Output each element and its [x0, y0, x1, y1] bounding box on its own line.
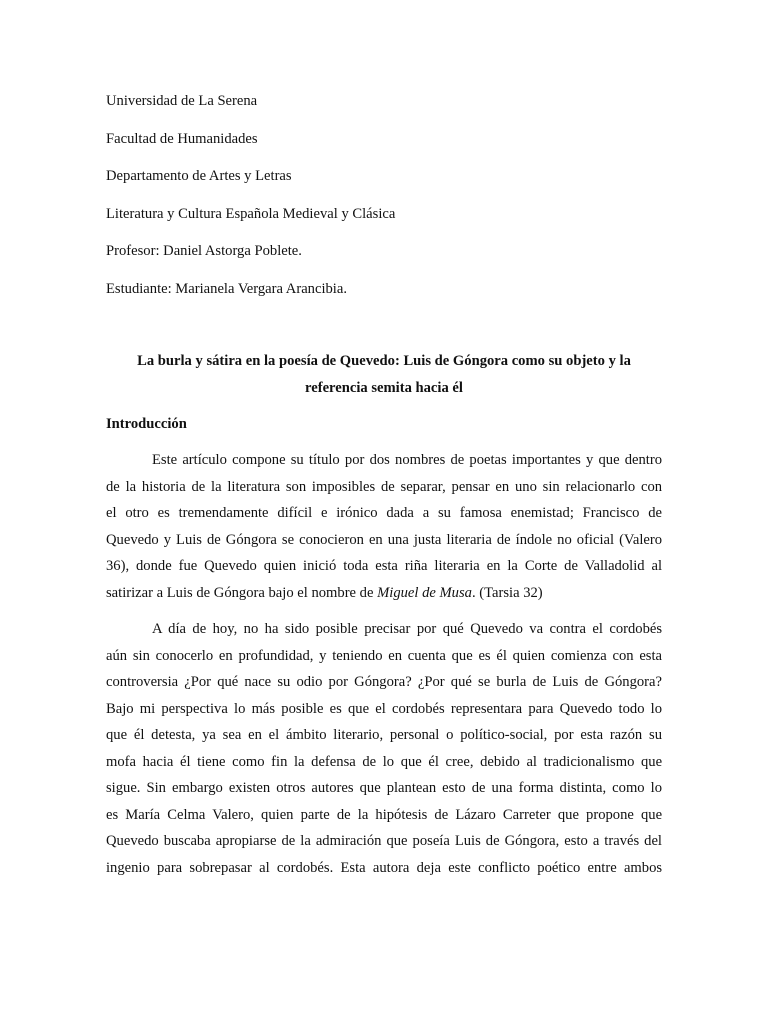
essay-title-line-1: La burla y sátira en la poesía de Quevedo: Luis de Góngora como su objeto y la: [137, 353, 631, 369]
pseudonym-italic: Miguel de Musa: [377, 584, 472, 601]
paragraph-1-line: Quevedo y Luis de Góngora se conocieron en una justa literaria de índole no oficial (Valero: [106, 531, 663, 548]
paragraph-2-line: Bajo mi perspectiva lo más posible es que el cordobés representara para Quevedo todo lo: [106, 700, 663, 717]
faculty-name: Facultad de Humanidades: [106, 130, 258, 147]
paragraph-2-line: ingenio para sobrepasar al cordobés. Esta autora deja este conflicto poético entre ambos: [106, 859, 663, 876]
citation-text: . (Tarsia 32): [471, 584, 543, 601]
paragraph-1-line: de la historia de la literatura son imposibles de separar, pensar en uno sin relacionarlo con: [106, 478, 663, 495]
paragraph-1-line: 36), donde fue Quevedo quien inició toda esta riña literaria en la Corte de Valladolid al: [106, 558, 662, 574]
paragraph-2-line: A día de hoy, no ha sido posible precisar por qué Quevedo va contra el cordobés: [152, 621, 663, 637]
paragraph-1: [106, 447, 662, 606]
paragraph-1-line: el otro es tremendamente difícil e irónico dada a su famosa enemistad; Francisco de: [106, 505, 662, 521]
essay-title-line-2: referencia semita hacia él: [305, 379, 463, 396]
document-page: [106, 88, 662, 881]
paragraph-1-text: satirizar a Luis de Góngora bajo el nombre de: [106, 584, 378, 601]
paragraph-2-line: que él detesta, ya sea en el ámbito literario, personal o político-social, por esta razón su: [106, 727, 662, 743]
essay-title: [106, 348, 662, 401]
professor-name: Profesor: Daniel Astorga Poblete.: [106, 243, 302, 259]
student-name: Estudiante: Marianela Vergara Arancibia.: [106, 280, 347, 297]
paragraph-2-line: sigue. Sin embargo existen otros autores que plantean esto de una forma distinta, como lo: [106, 780, 662, 796]
paragraph-2-line: es María Celma Valero, quien parte de la hipótesis de Lázaro Carreter que propone que: [106, 806, 663, 823]
paragraph-2-line: mofa hacia él tiene como fin la defensa de lo que él cree, debido al tradicionalismo que: [106, 753, 663, 770]
paragraph-2: [106, 616, 662, 881]
paragraph-2-line: aún sin conocerlo en profundidad, y teniendo en cuenta que es él quien comienza con esta: [106, 647, 663, 664]
course-name: Literatura y Cultura Española Medieval y Clásica: [106, 205, 396, 222]
paragraph-2-line: controversia ¿Por qué nace su odio por Góngora? ¿Por qué se burla de Luis de Góngora?: [106, 674, 662, 690]
paragraph-2-line: Quevedo buscaba apropiarse de la admiración que poseía Luis de Góngora, esto a través del: [106, 833, 662, 849]
paragraph-1-line: Este artículo compone su título por dos nombres de poetas importantes y que dentro: [152, 452, 663, 468]
university-name: Universidad de La Serena: [106, 93, 258, 109]
department-name: Departamento de Artes y Letras: [106, 168, 292, 184]
section-heading-introduction: Introducción: [106, 416, 187, 432]
paragraph-1-line: [106, 580, 662, 607]
